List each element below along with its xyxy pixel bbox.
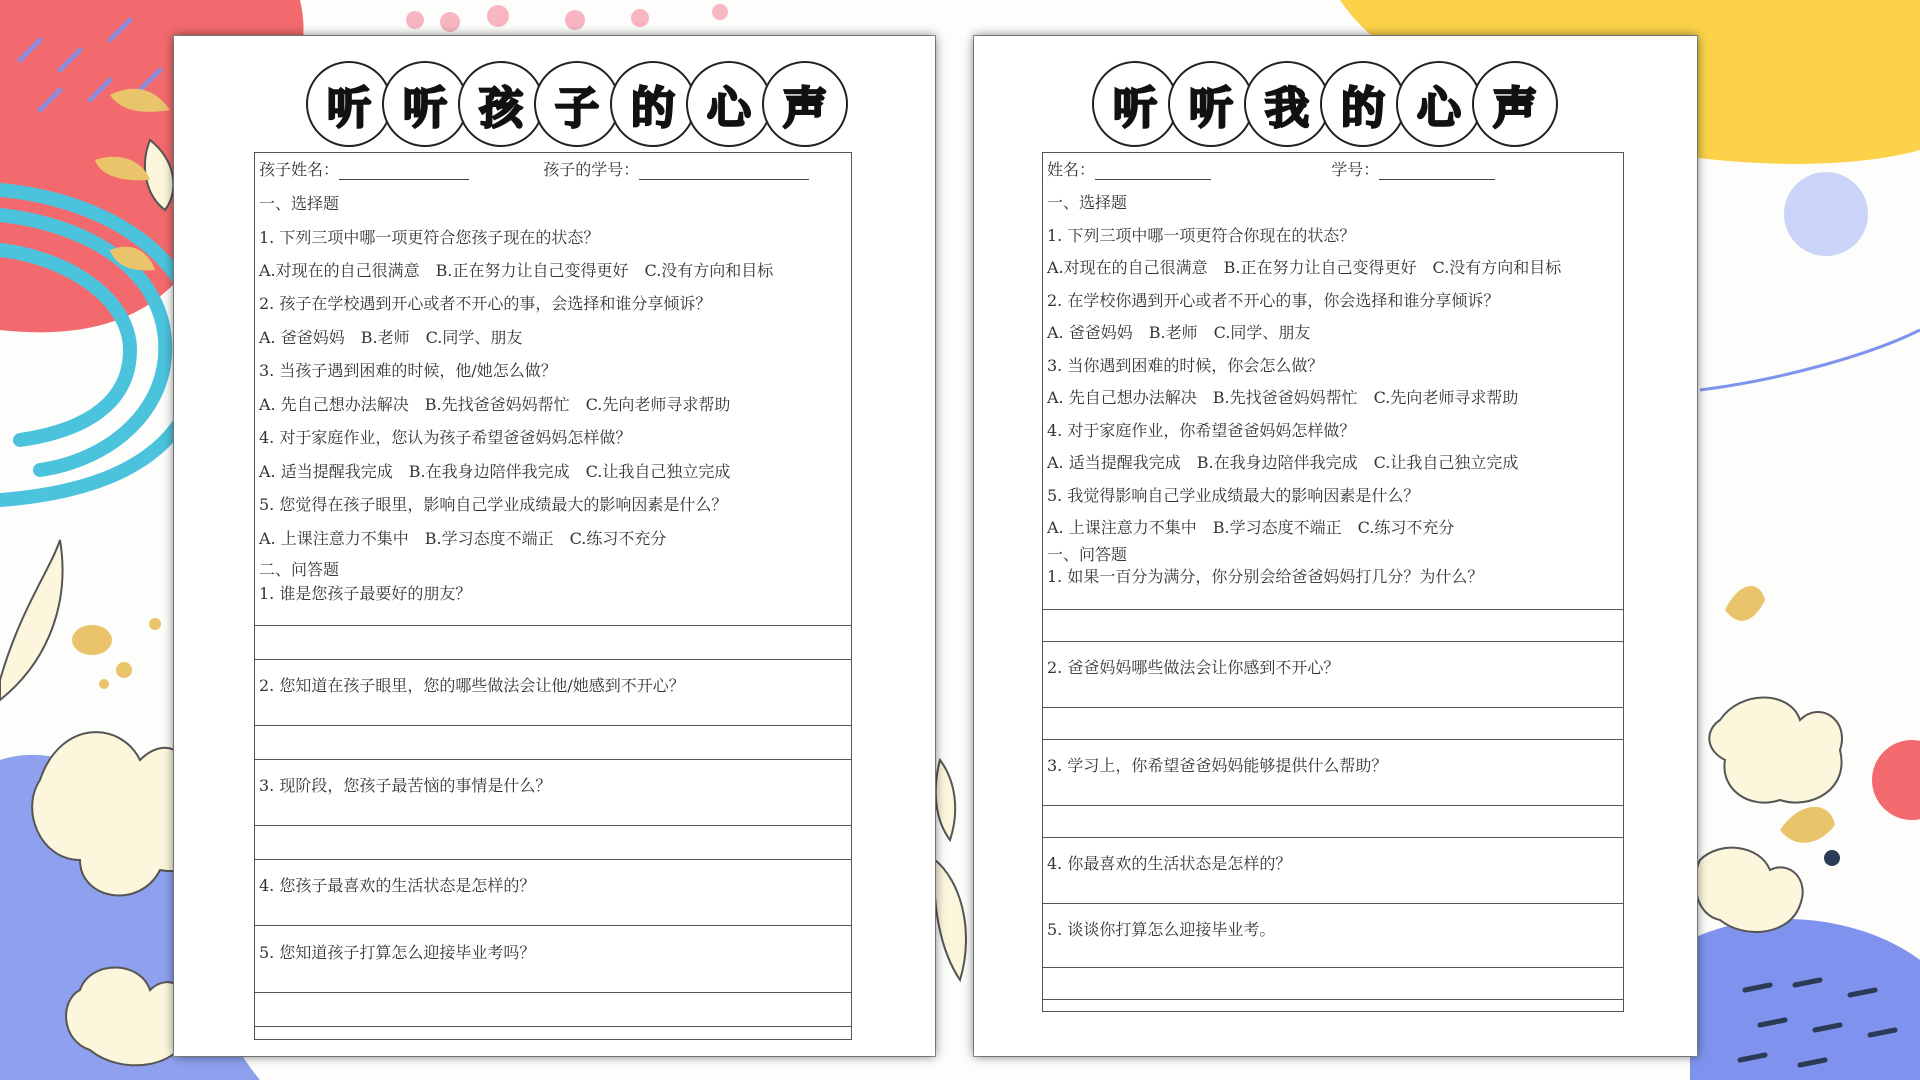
option-c[interactable]: C.让我自己独立完成 (1373, 453, 1519, 472)
option-b[interactable]: B.学习态度不端正 (424, 529, 554, 548)
question-3-options (259, 392, 746, 415)
title-char: 孩 (479, 83, 523, 134)
periwinkle-blob (1690, 919, 1920, 1080)
title-char: 听 (403, 83, 447, 134)
mustard-spots (72, 618, 161, 689)
answer-line[interactable] (255, 925, 851, 926)
option-b[interactable]: B.先找爸爸妈妈帮忙 (1212, 388, 1358, 407)
title-char: 的 (631, 83, 675, 134)
title-char-bubble (306, 61, 392, 147)
option-b[interactable]: B.老师 (1148, 323, 1198, 342)
option-c[interactable]: C.先向老师寻求帮助 (1373, 388, 1519, 407)
open-question-5: 5. 谈谈你打算怎么迎接毕业考。 (1047, 920, 1276, 939)
answer-line[interactable] (1043, 805, 1623, 806)
answer-line[interactable] (255, 992, 851, 993)
title-char-bubble (1396, 61, 1482, 147)
question-1: 1. 下列三项中哪一项更符合你现在的状态？ (1047, 226, 1356, 245)
question-1: 1. 下列三项中哪一项更符合您孩子现在的状态？ (259, 228, 600, 247)
answer-line[interactable] (1043, 837, 1623, 838)
left-title (306, 61, 838, 147)
title-char: 听 (1113, 83, 1157, 134)
student-id-label: 学号： (1331, 160, 1380, 179)
question-3: 3. 当你遇到困难的时候，你会怎么做？ (1047, 356, 1324, 375)
name-label: 姓名： (1047, 160, 1096, 179)
title-char: 心 (707, 83, 751, 134)
student-questionnaire-sheet (974, 36, 1697, 1056)
name-field[interactable] (1095, 179, 1211, 180)
option-c[interactable]: C.练习不充分 (569, 529, 667, 548)
student-id-field[interactable] (1379, 179, 1495, 180)
option-a[interactable]: A. 适当提醒我完成 (1047, 453, 1181, 472)
answer-line[interactable] (1043, 999, 1623, 1000)
blue-circle (1784, 172, 1868, 256)
option-a[interactable]: A. 爸爸妈妈 (1047, 323, 1133, 342)
name-row (259, 157, 809, 180)
child-name-field[interactable] (339, 179, 469, 180)
option-c[interactable]: C.让我自己独立完成 (585, 462, 731, 481)
title-char-bubble (1320, 61, 1406, 147)
title-char: 心 (1417, 83, 1461, 134)
question-5-options (259, 526, 682, 549)
title-char-bubble (1472, 61, 1558, 147)
option-b[interactable]: B.正在努力让自己变得更好 (435, 261, 629, 280)
open-question-5: 5. 您知道孩子打算怎么迎接毕业考吗？ (259, 943, 536, 962)
title-char: 听 (327, 83, 371, 134)
blue-curve-line (1700, 330, 1920, 390)
question-4-options (1047, 450, 1534, 473)
option-c[interactable]: C.练习不充分 (1357, 518, 1455, 537)
title-char-bubble (534, 61, 620, 147)
option-b[interactable]: B.在我身边陪伴我完成 (408, 462, 570, 481)
title-char-bubble (1244, 61, 1330, 147)
option-c[interactable]: C.先向老师寻求帮助 (585, 395, 731, 414)
option-a[interactable]: A. 先自己想办法解决 (259, 395, 409, 414)
question-2: 2. 孩子在学校遇到开心或者不开心的事，会选择和谁分享倾诉？ (259, 294, 712, 313)
title-char: 子 (555, 83, 599, 134)
option-b[interactable]: B.老师 (360, 328, 410, 347)
title-char-bubble (382, 61, 468, 147)
option-b[interactable]: B.先找爸爸妈妈帮忙 (424, 395, 570, 414)
question-5: 5. 我觉得影响自己学业成绩最大的影响因素是什么？ (1047, 486, 1420, 505)
question-4: 4. 对于家庭作业，你希望爸爸妈妈怎样做？ (1047, 421, 1356, 440)
title-char: 的 (1341, 83, 1385, 134)
child-id-field[interactable] (639, 179, 809, 180)
answer-line[interactable] (255, 725, 851, 726)
question-2-options (259, 325, 538, 348)
section-choice-heading: 一、选择题 (259, 194, 340, 213)
answer-line[interactable] (255, 759, 851, 760)
option-b[interactable]: B.在我身边陪伴我完成 (1196, 453, 1358, 472)
right-title (1092, 61, 1548, 147)
cream-leaves-middle (934, 760, 966, 980)
question-5-options (1047, 515, 1470, 538)
answer-line[interactable] (1043, 609, 1623, 610)
section-open-heading: 一、问答题 (1047, 545, 1128, 564)
answer-line[interactable] (255, 625, 851, 626)
option-a[interactable]: A. 先自己想办法解决 (1047, 388, 1197, 407)
answer-line[interactable] (1043, 739, 1623, 740)
open-question-3: 3. 学习上，你希望爸爸妈妈能够提供什么帮助？ (1047, 756, 1388, 775)
question-2: 2. 在学校你遇到开心或者不开心的事，你会选择和谁分享倾诉？ (1047, 291, 1500, 310)
parent-questionnaire-sheet (174, 36, 935, 1056)
answer-line[interactable] (1043, 707, 1623, 708)
open-question-2: 2. 爸爸妈妈哪些做法会让你感到不开心？ (1047, 658, 1340, 677)
option-c[interactable]: C.同学、朋友 (425, 328, 523, 347)
option-b[interactable]: B.正在努力让自己变得更好 (1223, 258, 1417, 277)
option-a[interactable]: A. 适当提醒我完成 (259, 462, 393, 481)
question-4: 4. 对于家庭作业，您认为孩子希望爸爸妈妈怎样做？ (259, 428, 632, 447)
answer-line[interactable] (255, 1026, 851, 1027)
navy-dot (1824, 850, 1840, 866)
answer-line[interactable] (255, 659, 851, 660)
child-id-label: 孩子的学号： (543, 160, 640, 179)
open-question-3: 3. 现阶段，您孩子最苦恼的事情是什么？ (259, 776, 552, 795)
question-1-options (259, 258, 789, 281)
questionnaire-box (254, 152, 852, 1040)
title-char: 听 (1189, 83, 1233, 134)
option-a[interactable]: A.对现在的自己很满意 (259, 261, 420, 280)
question-2-options (1047, 320, 1326, 343)
option-a[interactable]: A. 上课注意力不集中 (259, 529, 409, 548)
open-question-4: 4. 你最喜欢的生活状态是怎样的？ (1047, 854, 1292, 873)
questionnaire-box (1042, 152, 1624, 1012)
option-c[interactable]: C.没有方向和目标 (644, 261, 774, 280)
question-3-options (1047, 385, 1534, 408)
title-char-bubble (458, 61, 544, 147)
title-char-bubble (1092, 61, 1178, 147)
option-a[interactable]: A. 上课注意力不集中 (1047, 518, 1197, 537)
option-b[interactable]: B.学习态度不端正 (1212, 518, 1342, 537)
option-c[interactable]: C.同学、朋友 (1213, 323, 1311, 342)
answer-line[interactable] (255, 825, 851, 826)
question-5: 5. 您觉得在孩子眼里，影响自己学业成绩最大的影响因素是什么？ (259, 495, 728, 514)
title-char: 我 (1265, 83, 1309, 134)
title-char-bubble (610, 61, 696, 147)
open-question-4: 4. 您孩子最喜欢的生活状态是怎样的？ (259, 876, 536, 895)
title-char-bubble (1168, 61, 1254, 147)
section-open-heading: 二、问答题 (259, 560, 340, 579)
question-3: 3. 当孩子遇到困难的时候，他/她怎么做？ (259, 361, 557, 380)
question-1-options (1047, 255, 1577, 278)
open-question-1: 1. 谁是您孩子最要好的朋友？ (259, 584, 472, 603)
title-char: 声 (1493, 83, 1537, 134)
title-char: 声 (783, 83, 827, 134)
answer-line[interactable] (1043, 903, 1623, 904)
title-char-bubble (762, 61, 848, 147)
name-row (1047, 157, 1495, 180)
section-choice-heading: 一、选择题 (1047, 193, 1128, 212)
open-question-2: 2. 您知道在孩子眼里，您的哪些做法会让他/她感到不开心？ (259, 676, 685, 695)
option-a[interactable]: A. 爸爸妈妈 (259, 328, 345, 347)
answer-line[interactable] (1043, 967, 1623, 968)
option-c[interactable]: C.没有方向和目标 (1432, 258, 1562, 277)
option-a[interactable]: A.对现在的自己很满意 (1047, 258, 1208, 277)
question-4-options (259, 459, 746, 482)
title-char-bubble (686, 61, 772, 147)
coral-circle (1872, 740, 1920, 820)
open-question-1: 1. 如果一百分为满分，你分别会给爸爸妈妈打几分？为什么？ (1047, 567, 1484, 586)
answer-line[interactable] (255, 859, 851, 860)
child-name-label: 孩子姓名： (259, 160, 340, 179)
answer-line[interactable] (1043, 641, 1623, 642)
pink-dots (406, 4, 728, 32)
